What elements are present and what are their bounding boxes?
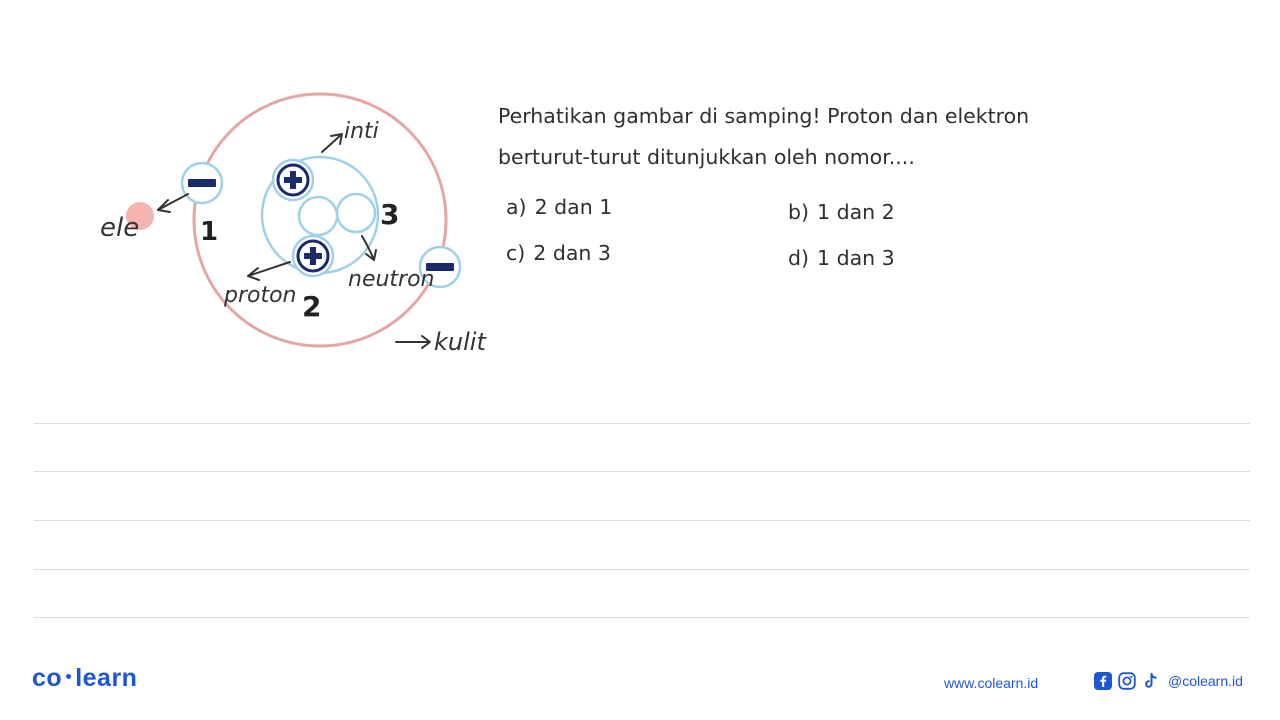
number-1: 1 bbox=[200, 217, 219, 247]
ruled-line-5 bbox=[34, 617, 1250, 618]
ruled-line-3 bbox=[34, 520, 1250, 521]
logo-part-learn: learn bbox=[75, 664, 138, 692]
option-b-letter: b) bbox=[788, 200, 810, 224]
option-a-letter: a) bbox=[506, 195, 527, 219]
number-3: 3 bbox=[380, 198, 400, 231]
proton-particle-top bbox=[273, 160, 313, 200]
logo-part-co: co bbox=[32, 664, 63, 692]
footer-social bbox=[1094, 672, 1243, 690]
label-ele: ele bbox=[100, 213, 140, 243]
question-line-1: Perhatikan gambar di samping! Proton dan elektron bbox=[498, 104, 1030, 128]
arrow-kulit bbox=[396, 336, 430, 348]
electron-particle-left bbox=[182, 163, 222, 203]
ruled-line-4 bbox=[34, 569, 1250, 570]
footer-url-link[interactable]: www.colearn.id bbox=[944, 675, 1039, 691]
option-a[interactable] bbox=[506, 195, 612, 219]
label-neutron: neutron bbox=[348, 267, 435, 292]
footer-handle[interactable]: @colearn.id bbox=[1168, 673, 1243, 689]
neutron-particle-right bbox=[337, 194, 375, 232]
instagram-icon[interactable] bbox=[1118, 672, 1136, 690]
proton-particle-bottom bbox=[293, 236, 333, 276]
tiktok-icon[interactable] bbox=[1142, 672, 1160, 690]
arrow-ele bbox=[158, 194, 188, 212]
option-d-text: 1 dan 3 bbox=[817, 246, 895, 270]
number-2: 2 bbox=[302, 290, 322, 323]
option-c[interactable] bbox=[506, 241, 611, 265]
arrow-inti bbox=[322, 134, 342, 152]
option-d-letter: d) bbox=[788, 246, 810, 270]
ruled-line-1 bbox=[34, 423, 1250, 424]
ruled-line-2 bbox=[34, 471, 1250, 472]
option-b[interactable] bbox=[788, 200, 895, 224]
option-a-text: 2 dan 1 bbox=[534, 195, 613, 219]
logo-dot bbox=[66, 674, 71, 679]
arrow-proton bbox=[248, 262, 290, 280]
option-d[interactable] bbox=[788, 246, 895, 270]
option-b-text: 1 dan 2 bbox=[817, 200, 895, 224]
label-inti: inti bbox=[344, 119, 379, 144]
question-line-2: berturut-turut ditunjukkan oleh nomor.... bbox=[498, 145, 915, 169]
facebook-icon[interactable] bbox=[1094, 672, 1112, 690]
label-proton: proton bbox=[224, 283, 297, 308]
atom-diagram bbox=[90, 80, 510, 370]
label-kulit: kulit bbox=[434, 328, 486, 356]
option-c-text: 2 dan 3 bbox=[533, 241, 611, 265]
colearn-logo[interactable] bbox=[32, 664, 137, 693]
option-c-letter: c) bbox=[506, 241, 526, 265]
neutron-particle-left bbox=[299, 197, 337, 235]
question-text bbox=[498, 96, 1098, 178]
